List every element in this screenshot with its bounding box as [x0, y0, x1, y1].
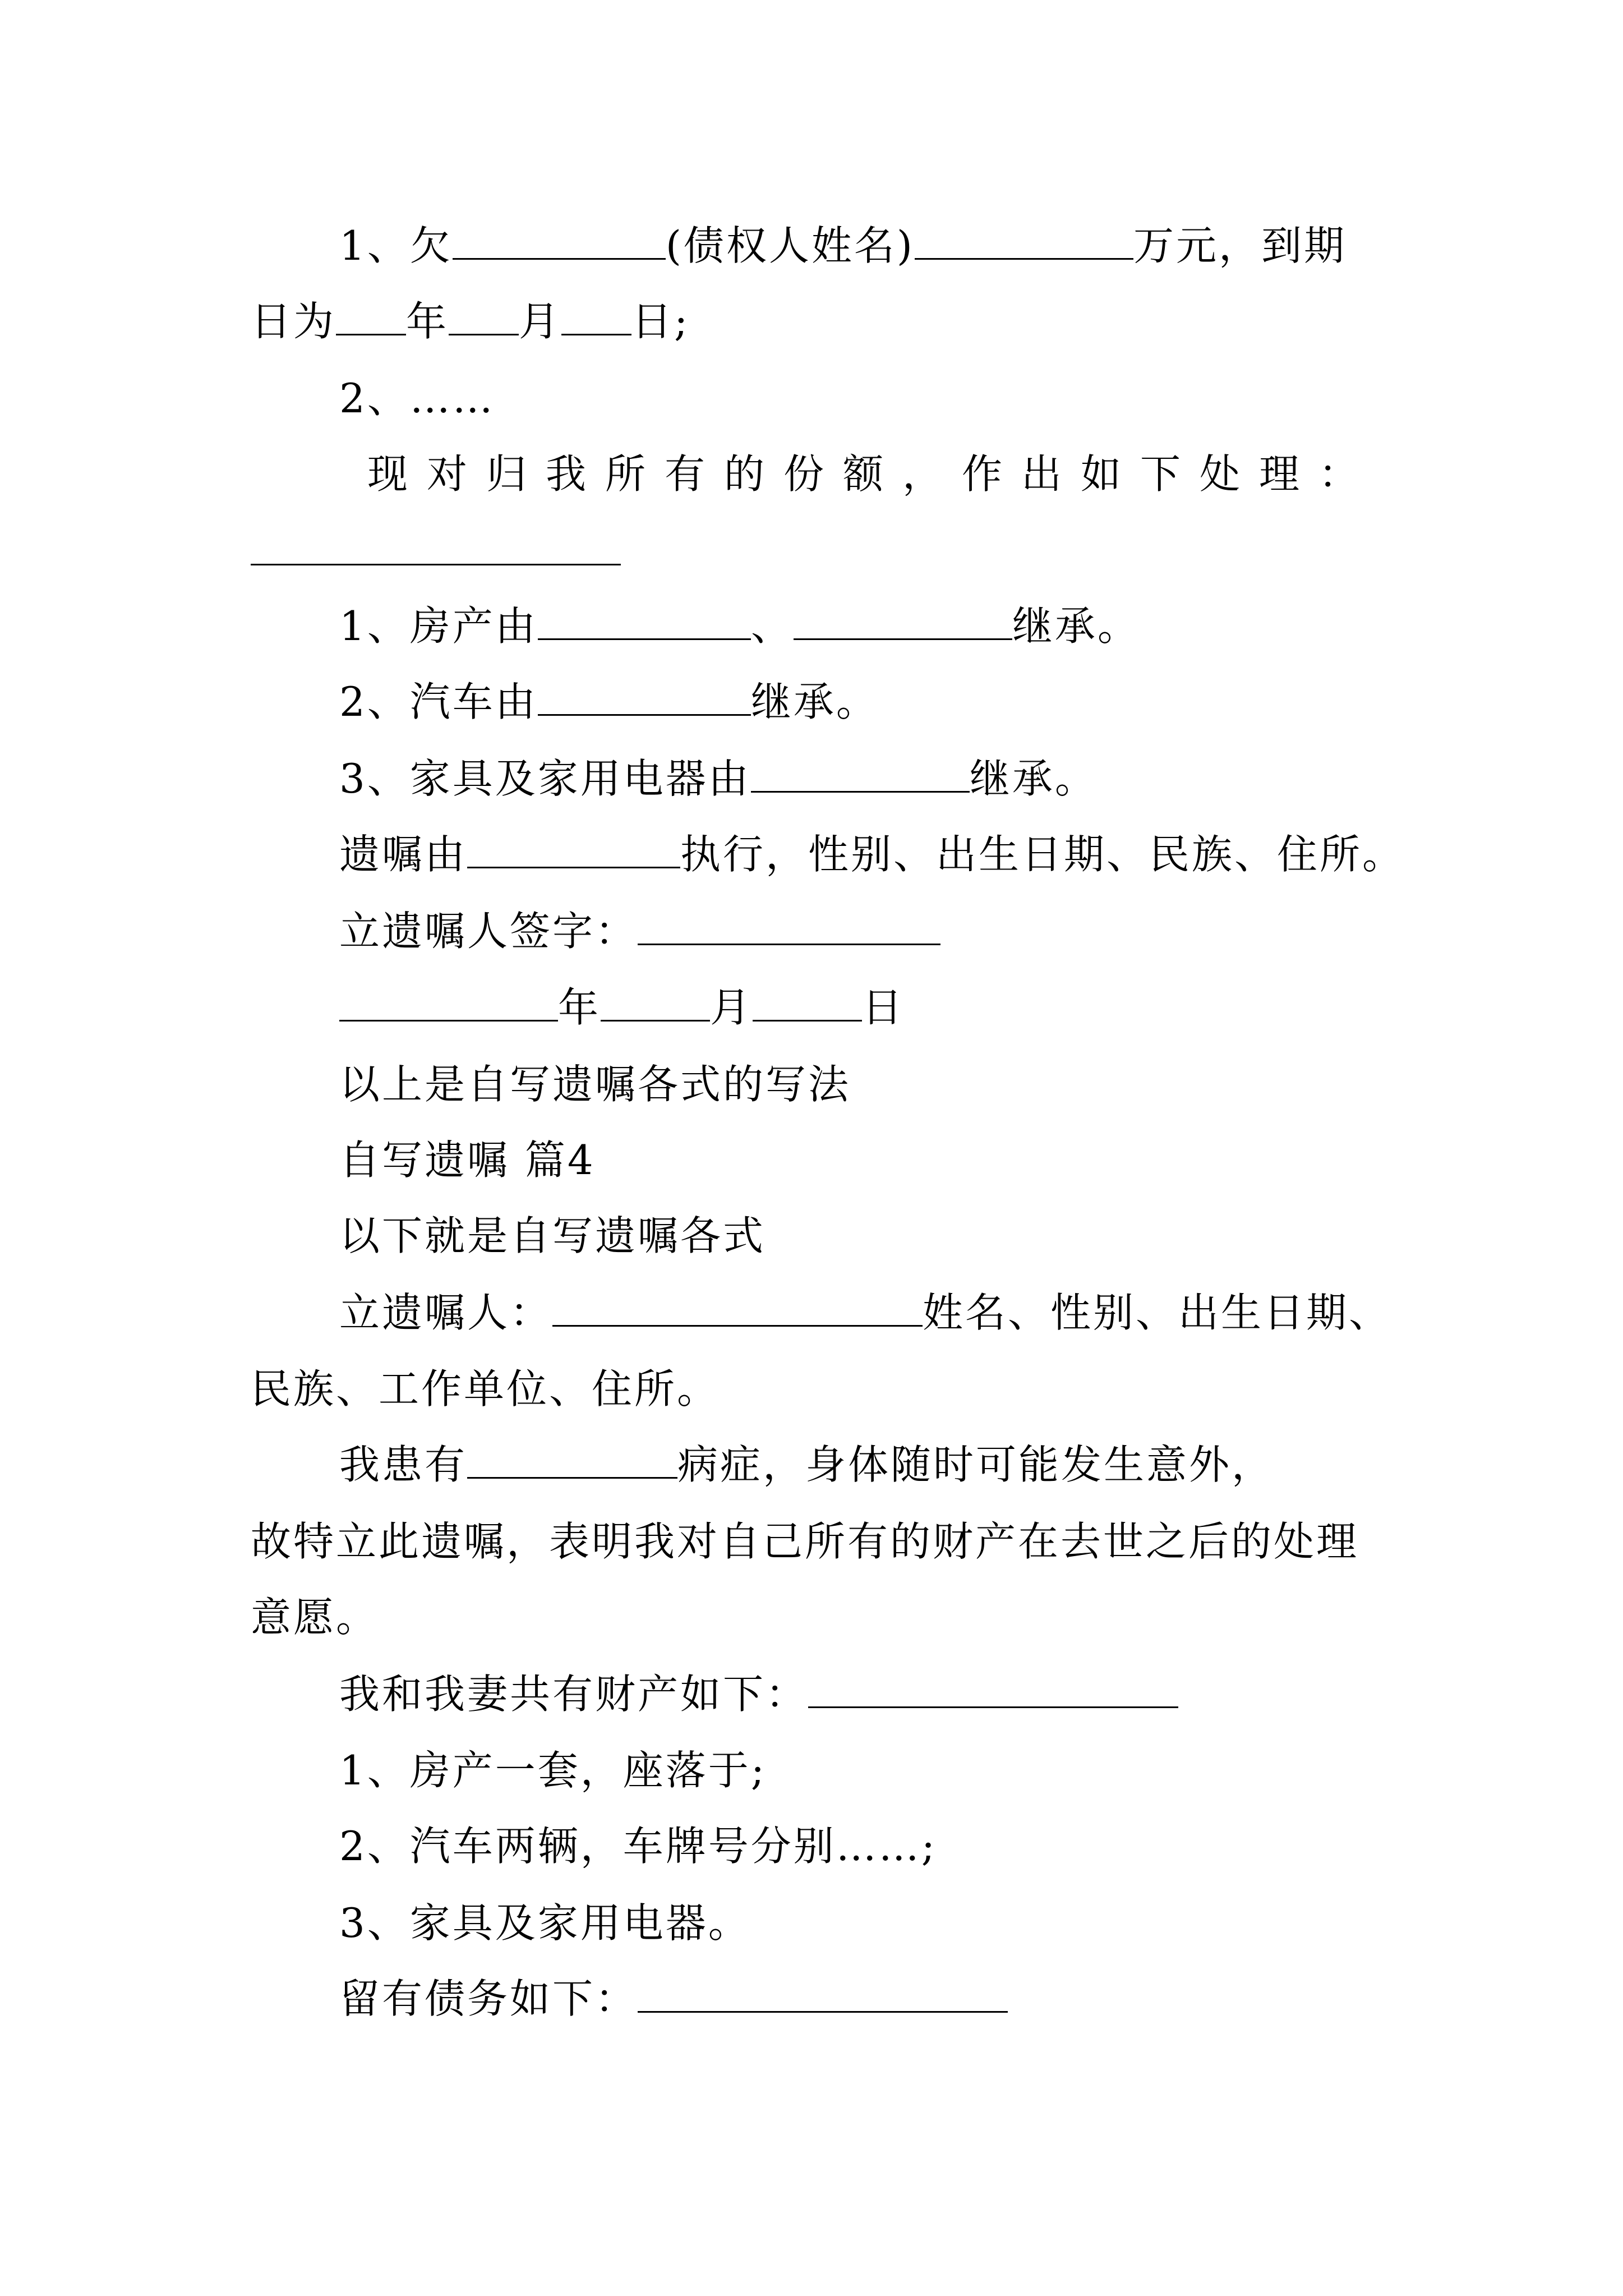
text: (债权人姓名) [665, 222, 915, 269]
text: 2、汽车由 [339, 678, 538, 725]
text: 继承。 [969, 755, 1098, 802]
due-date-line [251, 295, 690, 348]
blank-field [794, 599, 1012, 640]
blank-field [561, 295, 631, 335]
blank-field [638, 904, 940, 945]
property-item-2: 2、汽车两辆，车牌号分别……; [339, 1823, 938, 1870]
text: 我和我妻共有财产如下： [339, 1671, 809, 1718]
text: 留有债务如下： [339, 1975, 638, 2022]
text: 月 [519, 298, 562, 345]
property-item-1: 1、房产一套，座落于; [339, 1747, 767, 1794]
testator-line [339, 1286, 1391, 1340]
text: 年 [558, 984, 601, 1031]
debt-line-2: 2、…… [339, 375, 495, 422]
text: 继承。 [1012, 602, 1140, 650]
text: 立遗嘱人签字： [339, 908, 638, 955]
text: 继承。 [750, 678, 879, 725]
blank-field [753, 981, 862, 1022]
text: 月 [710, 984, 753, 1031]
summary-line: 以上是自写遗嘱各式的写法 [339, 1061, 851, 1108]
illness-line [339, 1438, 1274, 1492]
blank-field [751, 752, 970, 793]
text: 我患有 [339, 1441, 468, 1488]
blank-field [538, 599, 751, 640]
furniture-inherit-line [339, 752, 1098, 806]
property-item-3: 3、家具及家用电器。 [339, 1899, 751, 1947]
blank-field [552, 1286, 923, 1327]
purpose-line-cont: 意愿。 [251, 1594, 379, 1641]
joint-property-line [339, 1667, 1178, 1721]
blank-field [638, 1972, 1008, 2013]
blank-field [453, 219, 666, 260]
text: 日 [862, 984, 905, 1031]
blank-field [915, 219, 1133, 260]
text: 病症，身体随时可能发生意外， [677, 1441, 1275, 1488]
intro-line: 以下就是自写遗嘱各式 [339, 1212, 766, 1259]
section-title: 自写遗嘱 篇4 [339, 1137, 596, 1184]
text: 日; [631, 298, 690, 345]
testator-line-cont: 民族、工作单位、住所。 [251, 1365, 720, 1412]
purpose-line: 故特立此遗嘱，表明我对自己所有的财产在去世之后的处理 [251, 1518, 1359, 1565]
text: 执行，性别、出生日期、民族、住所。 [680, 831, 1405, 878]
car-inherit-line [339, 675, 879, 729]
signature-line [339, 904, 940, 958]
text: 年 [406, 298, 449, 345]
text: 、 [750, 602, 794, 650]
share-disposal-heading: 现对归我所有的份额，作出如下处理： [367, 450, 1378, 498]
text: 日为 [251, 298, 336, 345]
underline-rule [251, 564, 621, 565]
signature-date-line [339, 981, 905, 1034]
text: 遗嘱由 [339, 831, 468, 878]
blank-field [538, 675, 751, 716]
house-inherit-line [339, 599, 1140, 653]
text: 万元，到期 [1133, 222, 1347, 269]
blank-field [336, 295, 406, 335]
debts-line [339, 1972, 1008, 2026]
text: 1、欠 [339, 222, 453, 269]
executor-line [339, 827, 1405, 881]
text: 3、家具及家用电器由 [339, 755, 751, 802]
blank-field [339, 981, 558, 1022]
blank-field [601, 981, 710, 1022]
blank-field [467, 1438, 677, 1479]
text: 1、房产由 [339, 602, 538, 650]
text: 立遗嘱人： [339, 1289, 553, 1336]
blank-field [808, 1667, 1178, 1708]
blank-field [449, 295, 519, 335]
text: 姓名、性别、出生日期、 [923, 1289, 1392, 1336]
blank-field [467, 827, 680, 868]
debt-line-1 [339, 219, 1347, 273]
